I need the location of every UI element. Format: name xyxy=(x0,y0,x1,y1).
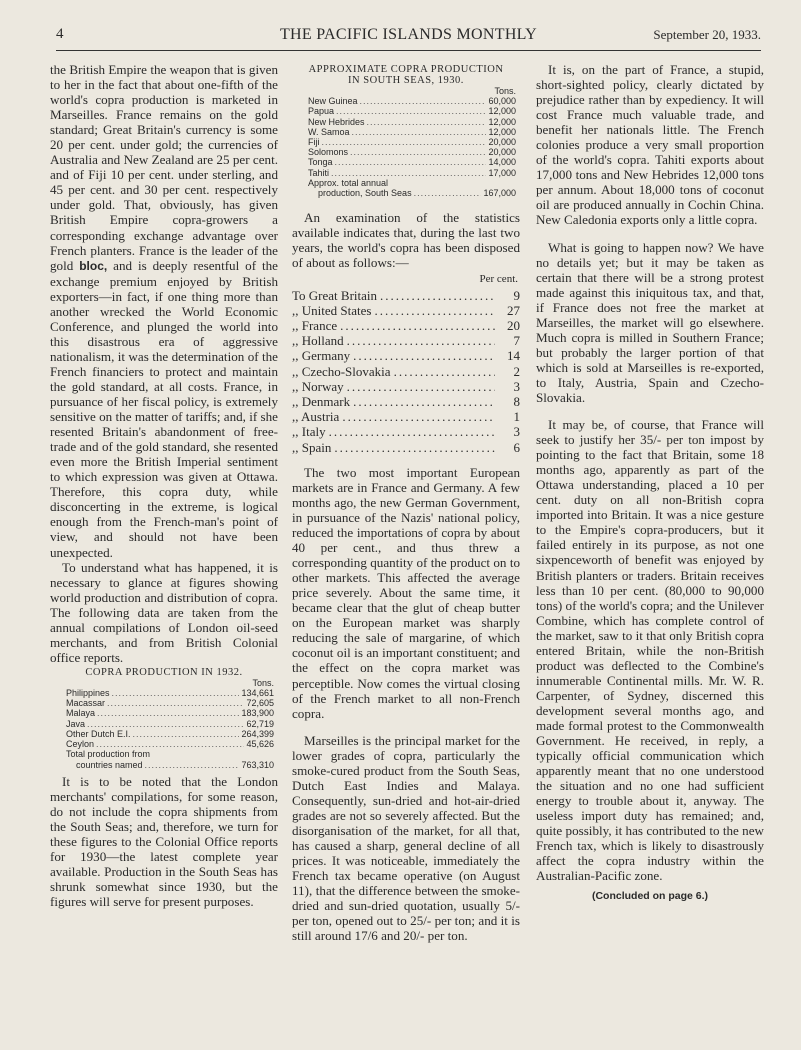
south-seas-production-table xyxy=(308,86,516,198)
table-row: W. Samoa ..... 12,000 xyxy=(308,127,516,137)
paragraph: An examination of the statistics available indicates that, during the last two years, the world's copra has been disposed of about as follows:— xyxy=(292,210,520,271)
table-row: Tonga ..... 14,000 xyxy=(308,157,516,167)
table-row: Java ..... 62,719 xyxy=(66,719,274,729)
table-row: ,, Denmark ..... 8 xyxy=(292,394,520,409)
table-unit: Tons. xyxy=(494,86,516,96)
paragraph: To understand what has happened, it is necessary to glance at figures showing world production and distribution of copra. The following data are taken from the annual compilations of London oil-seed merchants, and from British Colonial office reports. xyxy=(50,559,278,665)
table-row: ,, France ..... 20 xyxy=(292,318,520,333)
distribution-table xyxy=(292,272,520,454)
table-title: APPROXIMATE COPRA PRODUCTION IN SOUTH SEAS, 1930. xyxy=(308,64,504,86)
page-header xyxy=(56,26,761,51)
table-unit: Per cent. xyxy=(479,273,518,286)
table-row: New Guinea ..... 60,000 xyxy=(308,96,516,106)
table-row: Other Dutch E.I. ..... 264,399 xyxy=(66,729,274,739)
table-total-label: Approx. total annual xyxy=(308,177,389,188)
publication-title: THE PACIFIC ISLANDS MONTHLY xyxy=(279,26,538,43)
paragraph: It is, on the part of France, a stupid, short-sighted policy, clearly dictated by prejudice rather than by expediency. It will cost France much valuable trade, and benefit her nationals little. The French colonies produce a very small proportion of the world's copra. Tahiti exports about 17,000 tons and New Hebrides 12,000 tons per annum. About 18,000 tons of coconut oil are produced annually in Cochin China. New Caledonia exports only a little copra. xyxy=(536,62,764,228)
table-title: COPRA PRODUCTION IN 1932. xyxy=(85,666,243,678)
table-row: ,, Holland ..... 7 xyxy=(292,333,520,348)
table-row: To Great Britain ..... 9 xyxy=(292,288,520,303)
table-total-label: Total production from xyxy=(66,749,151,760)
bold-word: bloc, xyxy=(79,258,108,273)
table-row: ,, United States ..... 27 xyxy=(292,303,520,318)
table-row: ,, Spain ..... 6 xyxy=(292,440,520,455)
paragraph: It may be, of course, that France will seek to justify her 35/- per ton impost by pointing to the fact that Britain, some 18 months ago, apparently as part of the Ottawa understanding, placed a 10 per cent. duty on all non-British copra imported into Britain. It was a nice gesture to the Empire's copra-producers, but it failed entirely in its purpose, as not one sixpenceworth of benefit was enjoyed by British planters or traders. Britain receives less than 10 per cent. (80,000 to 90,000 tons) of the world's copra; and the Unilever Combine, which has complete control of the market, saw to it that only British copra entered Britain, while the non-British product was deflected to the Combine's innumerable Continental mills. Mr. W. R. Carpenter, of Sydney, discerned this development several months ago, and made formal protest to the Commonwealth Government. He received, in reply, a typically official communication which apparently meant that no one understood the situation and no one had sufficient energy to trouble about it, anyway. The useless import duty has remained; and, quite possibly, it has contributed to the new French tax, which is likely to disastrously affect the copra industry within the Australian-Pacific zone. xyxy=(536,417,764,884)
table-row: Papua ..... 12,000 xyxy=(308,106,516,116)
paragraph: The two most important European markets are in France and Germany. A few months ago, the new German Government, in pursuance of the Nazis' national policy, reduced the importations of copra by about 40 per cent., and thus threw a corresponding quantity of the product on to other markets. This affected the average price severely. About the same time, it became clear that the glut of cheap butter on the European market was sharply reducing the sale of margarine, of which coconut oil is an important constituent; and the effect on the copra market was perceptible. Now comes the virtual closing of the French market to all non-French copra. xyxy=(292,464,520,721)
column-1 xyxy=(50,62,278,909)
paragraph: It is to be noted that the London merchants' compilations, for some reason, do not include the copra shipments from the South Seas; and, therefore, we turn for these figures to the Colonial Office reports for 1930—the latest complete year available. Production in the South Seas has shrunk somewhat since 1930, but the figures will serve for present purposes. xyxy=(50,773,278,910)
table-row: Solomons ..... 20,000 xyxy=(308,147,516,157)
table-unit: Tons. xyxy=(252,677,274,688)
table-row: ,, Austria ..... 1 xyxy=(292,409,520,424)
table-row: Fiji ..... 20,000 xyxy=(308,137,516,147)
table-row: ,, Italy ..... 3 xyxy=(292,424,520,439)
column-3 xyxy=(536,62,764,905)
table-row: Macassar ..... 72,605 xyxy=(66,698,274,708)
paragraph: the British Empire the weapon that is given to her in the fact that about one-fifth of the world's copra production is marketed in Marseilles. France remains on the gold standard; Great Britain's currency is some 20 per cent. under gold; the currencies of Australia and New Zealand are 25 per cent. and of Fiji 10 per cent. under sterling, and 45 per cent. and 30 per cent. respectively under gold. That, obviously, has given British Empire copra-growers a corresponding exchange advantage over French planters. France is the leader of the gold bloc, and is deeply resentful of the exchange premium enjoyed by British exporters—in fact, if one thing more than another wrecked the World Economic Conference, and plunged the world into this disastrous era of aggressive nationalism, it was the determination of the French financiers to protect and maintain the gold standard, at all costs. France, in pursuance of her fiscal policy, is extremely sensitive on the matter of tariffs; and, if she resented Britain's abandonment of free-trade and of the gold standard, she resented even more the British Imperial sentiment to which expression was given at Ottawa. Therefore, this copra duty, while disconcerting in the extreme, is logical enough from the French-man's point of view, and should not have been unexpected. xyxy=(50,62,278,560)
issue-date: September 20, 1933. xyxy=(653,27,761,42)
page-number: 4 xyxy=(56,26,64,42)
table-row: ,, Germany ..... 14 xyxy=(292,348,520,363)
table-row: Tahiti ..... 17,000 xyxy=(308,168,516,178)
paragraph: Marseilles is the principal market for the lower grades of copra, particularly the smoke-cured product from the South Seas, Dutch East Indies and Malaya. Consequently, sun-dried and hot-air-dried grades are not so severely affected. But the disorganisation of the market, for all that, has caused a sharp, general decline of all prices. It was noticeable, immediately the French tax became operative (on August 11), that the difference between the smoke-dried and sun-dried quotation, usually 5/- per ton, opened out to 25/- per ton; and it is still around 17/6 and 20/- per ton. xyxy=(292,732,520,944)
table-row: ,, Czecho-Slovakia ..... 2 xyxy=(292,364,520,379)
table-row: New Hebrides ..... 12,000 xyxy=(308,117,516,127)
table-total-row: production, South Seas ..... 167,000 xyxy=(308,188,516,198)
paragraph: What is going to happen now? We have no details yet; but it may be taken as certain that there will be a strong protest made against this iniquitous tax, and that, if France does not free the market at Marseilles, the market will go elsewhere. Much copra is milled in Southern France; but probably the larger portion of that which is sold at Marseilles is re-exported, to Italy, Austria, Spain and Czecho-Slovakia. xyxy=(536,239,764,405)
table-row: Malaya ..... 183,900 xyxy=(66,708,274,718)
continuation-note: (Concluded on page 6.) xyxy=(591,890,709,903)
table-row: ,, Norway ..... 3 xyxy=(292,379,520,394)
column-2 xyxy=(292,62,520,943)
table-total-row: countries named ..... 763,310 xyxy=(66,760,274,770)
copra-production-table xyxy=(66,678,274,770)
table-row: Philippines ..... 134,661 xyxy=(66,688,274,698)
table-row: Ceylon ..... 45,626 xyxy=(66,739,274,749)
